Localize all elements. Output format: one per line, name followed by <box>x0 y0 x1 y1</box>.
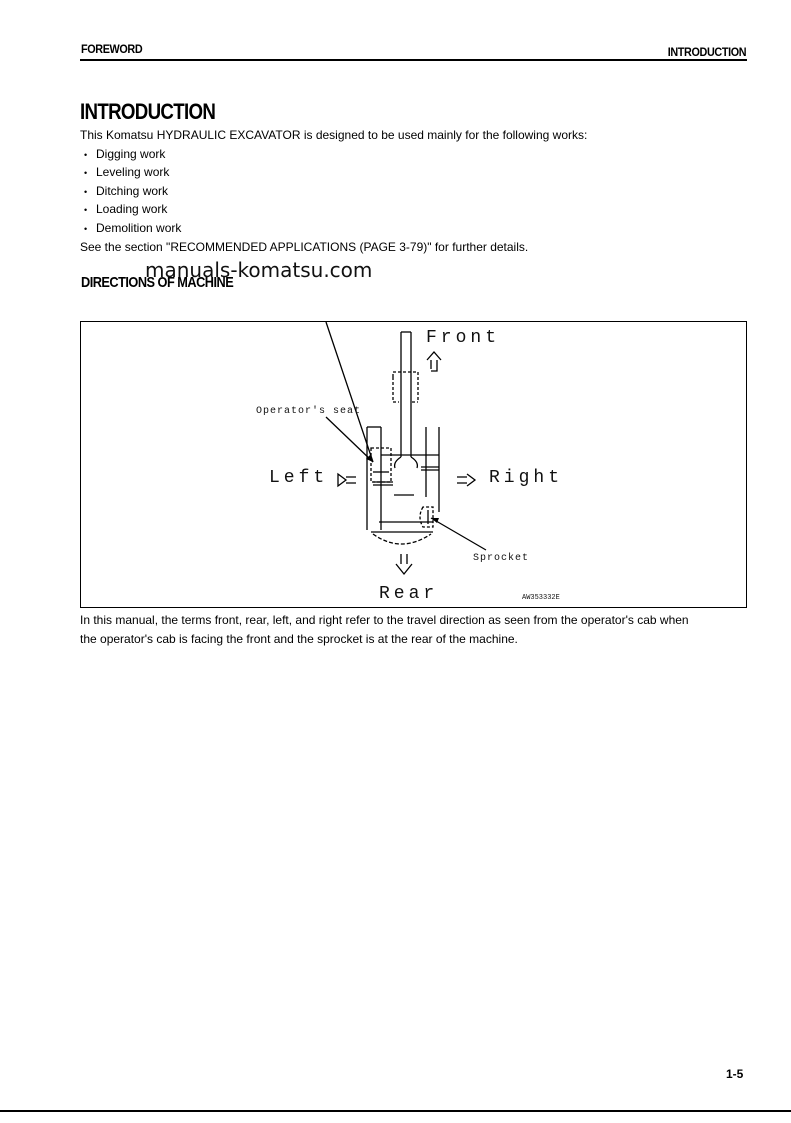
figure-caption <box>80 611 760 648</box>
section-heading: DIRECTIONS OF MACHINE <box>81 274 234 291</box>
header-section-label: FOREWORD <box>81 42 143 56</box>
figure-id: AW353332E <box>522 594 560 602</box>
list-item: • Digging work <box>80 145 750 164</box>
header-chapter-label: INTRODUCTION <box>667 45 746 59</box>
watermark: manuals-komatsu.com <box>145 258 373 282</box>
list-item: • Demolition work <box>80 219 750 238</box>
list-item: • Ditching work <box>80 182 750 201</box>
intro-lead: This Komatsu HYDRAULIC EXCAVATOR is designed to be used mainly for the following works: <box>80 128 588 142</box>
intro-body <box>80 126 750 256</box>
sprocket-label: Sprocket <box>473 553 530 564</box>
page-title: INTRODUCTION <box>80 99 216 124</box>
operators-seat-label: Operator's seat <box>256 406 362 417</box>
right-label: Right <box>489 468 564 488</box>
list-item: • Leveling work <box>80 163 750 182</box>
caption-line: the operator's cab is facing the front and the sprocket is at the rear of the machine. <box>80 631 518 646</box>
directions-figure <box>80 321 747 608</box>
caption-line: In this manual, the terms front, rear, left, and right refer to the travel direction as seen from the operator's cab when <box>80 613 689 627</box>
footer-rule <box>0 1110 791 1112</box>
works-list <box>80 145 750 238</box>
rear-label: Rear <box>379 584 439 604</box>
front-label: Front <box>426 328 501 348</box>
page-number: 1-5 <box>726 1067 744 1081</box>
left-label: Left <box>269 468 329 488</box>
see-also-reference: See the section "RECOMMENDED APPLICATIONS (PAGE 3-79)" for further details. <box>80 239 529 254</box>
list-item: • Loading work <box>80 200 750 219</box>
header-rule <box>80 59 747 61</box>
excavator-top-view-diagram <box>81 322 745 606</box>
